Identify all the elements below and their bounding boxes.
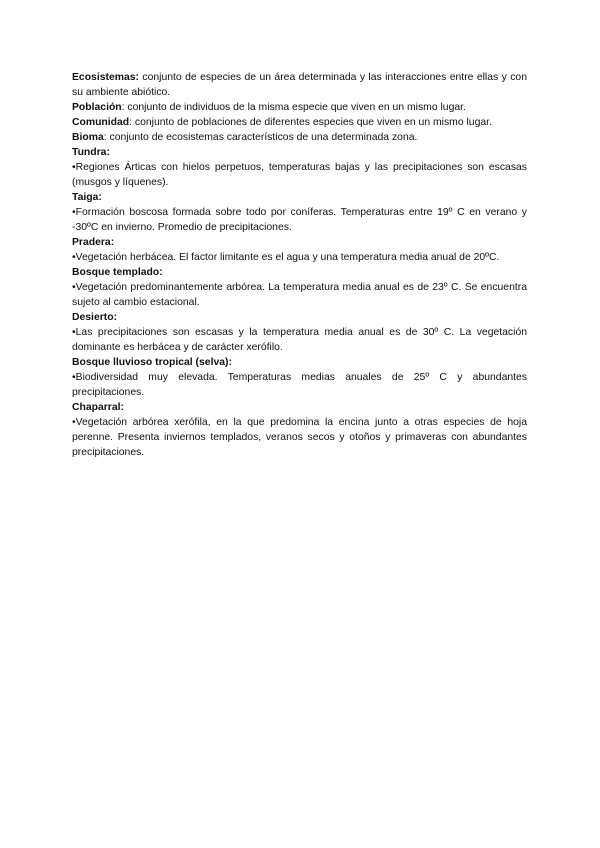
biome-description-desierto: •Las precipitaciones son escasas y la temperatura media anual es de 30º C. La vegetación dominante es herbácea y de carácter xerófilo. [72,327,527,353]
biome-heading-taiga: Taiga: [72,192,102,203]
definition-text: conjunto de especies de un área determinada y las interacciones entre ellas y con su ambiente abiótico. [72,72,527,98]
biome-description-bosque-lluvioso-tropical: •Biodiversidad muy elevada. Temperaturas medias anuales de 25º C y abundantes precipitaciones. [72,372,527,398]
biome-description-taiga: •Formación boscosa formada sobre todo por coníferas. Temperaturas entre 19º C en verano y -30ºC en invierno. Promedio de precipitaciones. [72,207,527,233]
definition-text: : conjunto de individuos de la misma especie que viven en un mismo lugar. [121,102,466,113]
biome-heading-desierto: Desierto: [72,312,118,323]
definition-text: : conjunto de ecosistemas característicos de una determinada zona. [103,132,418,143]
definition-bioma [72,130,527,145]
biome-heading-tundra: Tundra: [72,147,110,158]
document-body [72,70,527,460]
biome-description-bosque-templado: •Vegetación predominantemente arbórea. La temperatura media anual es de 23º C. Se encuentra sujeto al cambio estacional. [72,282,527,308]
definition-term: Población [72,102,122,113]
biome-heading-pradera: Pradera: [72,237,115,248]
definition-comunidad [72,115,527,130]
biome-description-pradera: •Vegetación herbácea. El factor limitante es el agua y una temperatura media anual de 20ºC. [72,252,500,263]
definition-term: Comunidad [72,117,130,128]
biome-description-tundra: •Regiones Árticas con hielos perpetuos, temperaturas bajas y las precipitaciones son escasas (musgos y líquenes). [72,162,527,188]
definition-poblacion [72,100,527,115]
definition-ecosistemas [72,70,527,100]
biome-heading-bosque-lluvioso-tropical: Bosque lluvioso tropical (selva): [72,357,232,368]
biome-heading-chaparral: Chaparral: [72,402,124,413]
biome-heading-bosque-templado: Bosque templado: [72,267,163,278]
biome-description-chaparral: •Vegetación arbórea xerófila, en la que predomina la encina junto a otras especies de hoja perenne. Presenta inviernos templados, veranos secos y otoños y primaveras con abundantes precipitaciones. [72,417,527,458]
definition-term: Bioma [72,132,104,143]
definition-term: Ecosistemas: [72,72,139,83]
definition-text: : conjunto de poblaciones de diferentes especies que viven en un mismo lugar. [129,117,492,128]
